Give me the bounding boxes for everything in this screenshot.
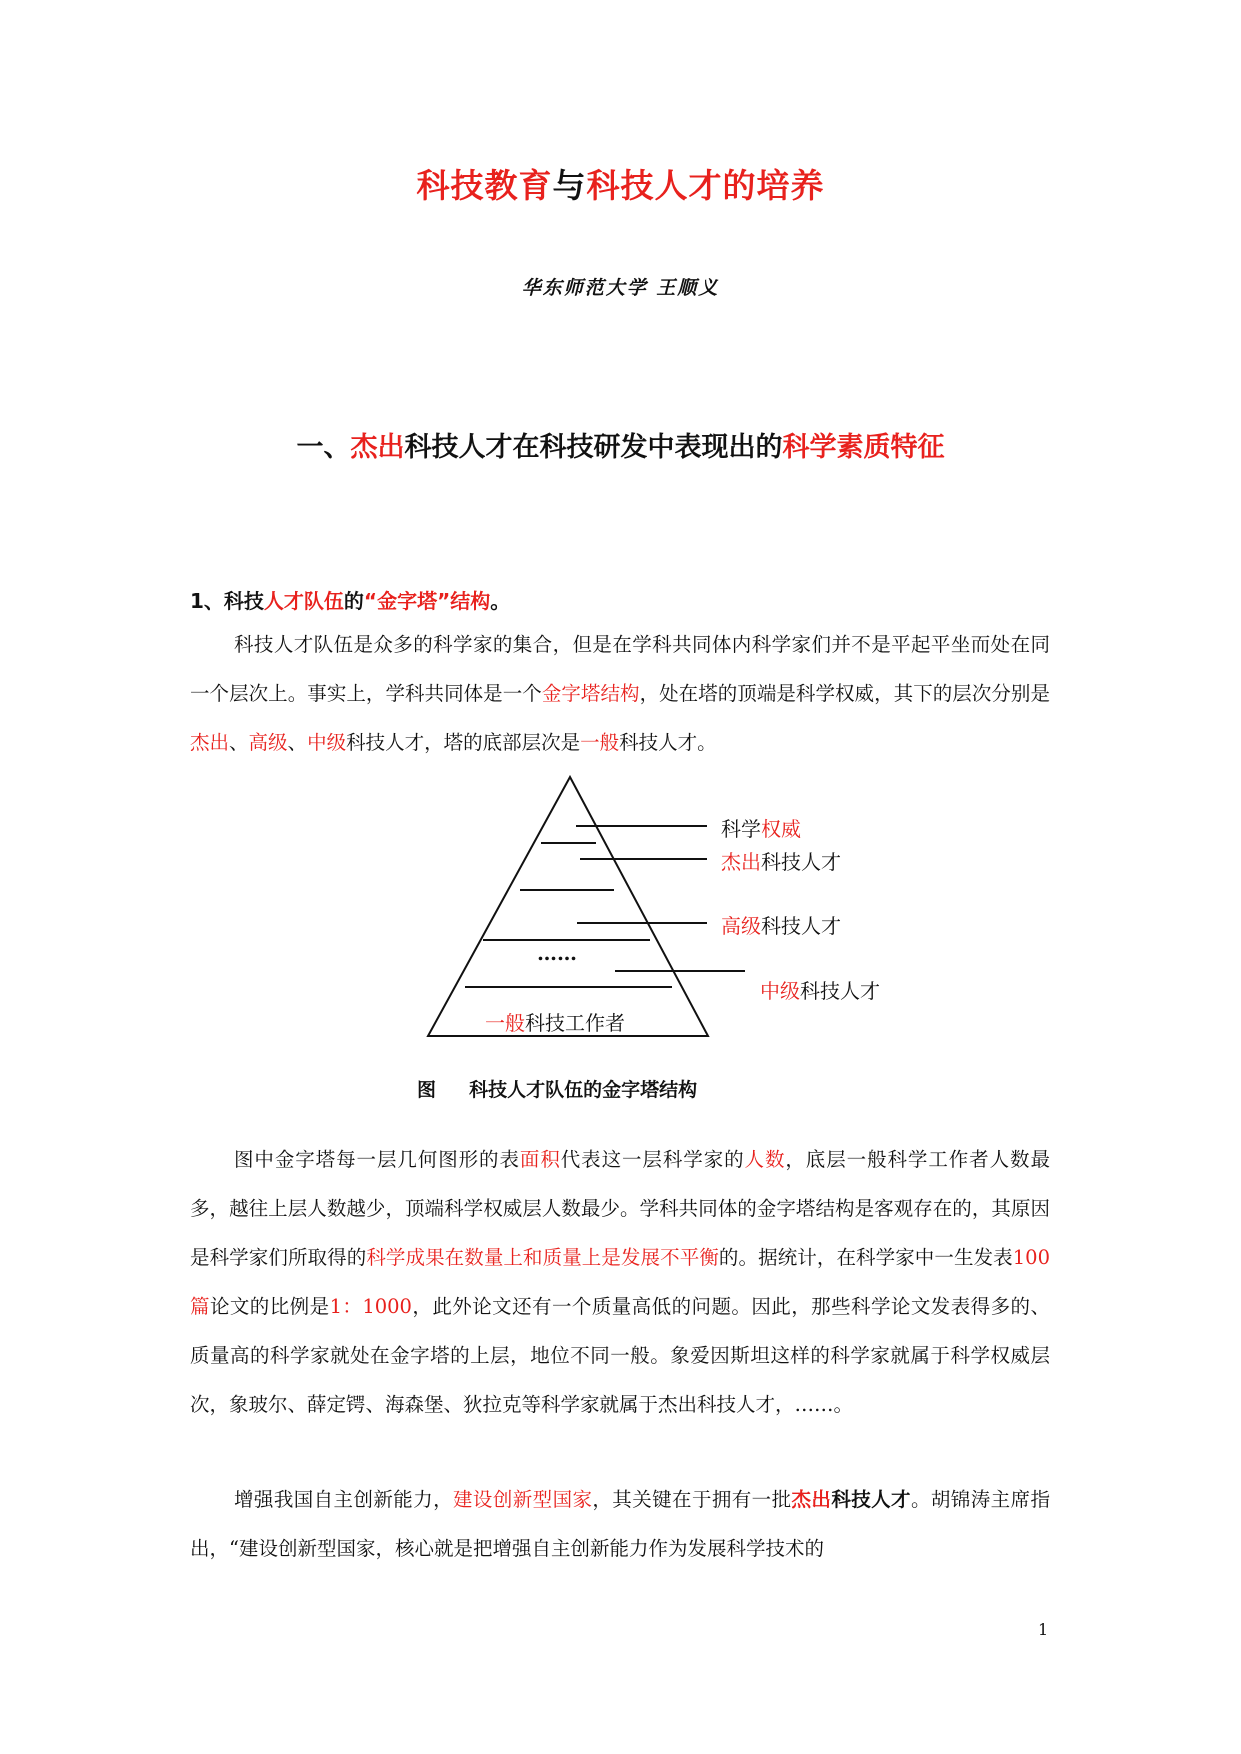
section-heading: 一、杰出科技人才在科技研发中表现出的科学素质特征 [296, 432, 945, 463]
pyramid-label-senior: 高级科技人才 [721, 914, 841, 938]
pyramid-ellipsis: …… [537, 941, 577, 965]
paragraph-explanation: 图中金字塔每一层几何图形的表面积代表这一层科学家的人数，底层一般科学工作者人数最多，越往上层人数越少，顶端科学权威层人数最少。学科共同体的金字塔结构是客观存在的，其原因是科学家们所取得的科学成果在数量上和质量上是发展不平衡的。据统计，在科学家中一生发表100篇论文的比例是1：1000，此外论文还有一个质量高低的问题。因此，那些科学论文发表得多的、质量高的科学家就处在金字塔的上层，地位不同一般。象爱因斯坦这样的科学家就属于科学权威层次，象玻尔、薛定锷、海森堡、狄拉克等科学家就属于杰出科技人才，……。 [190, 1148, 1050, 1416]
pyramid-outline [428, 777, 708, 1036]
subheading: 1、科技人才队伍的“金字塔”结构。 [190, 589, 511, 613]
page-number: 1 [1038, 1620, 1049, 1639]
pyramid-label-general: 一般科技工作者 [485, 1011, 625, 1035]
paragraph-innovation: 增强我国自主创新能力，建设创新型国家，其关键在于拥有一批杰出科技人才。胡锦涛主席指出，“建设创新型国家，核心就是把增强自主创新能力作为发展科学技术的 [190, 1488, 1050, 1560]
paragraph-intro: 科技人才队伍是众多的科学家的集合，但是在学科共同体内科学家们并不是平起平坐而处在同一个层次上。事实上，学科共同体是一个金字塔结构，处在塔的顶端是科学权威，其下的层次分别是杰出、高级、中级科技人才，塔的底部层次是一般科技人才。 [190, 633, 1050, 754]
figure-caption: 图 科技人才队伍的金字塔结构 [417, 1079, 698, 1101]
pyramid-label-outstanding: 杰出科技人才 [721, 850, 841, 874]
author-line: 华东师范大学 王顺义 [521, 277, 720, 299]
document-title: 科技教育与科技人才的培养 [416, 166, 825, 205]
pyramid-label-intermediate: 中级科技人才 [760, 979, 880, 1003]
pyramid-label-authority: 科学权威 [721, 817, 801, 841]
